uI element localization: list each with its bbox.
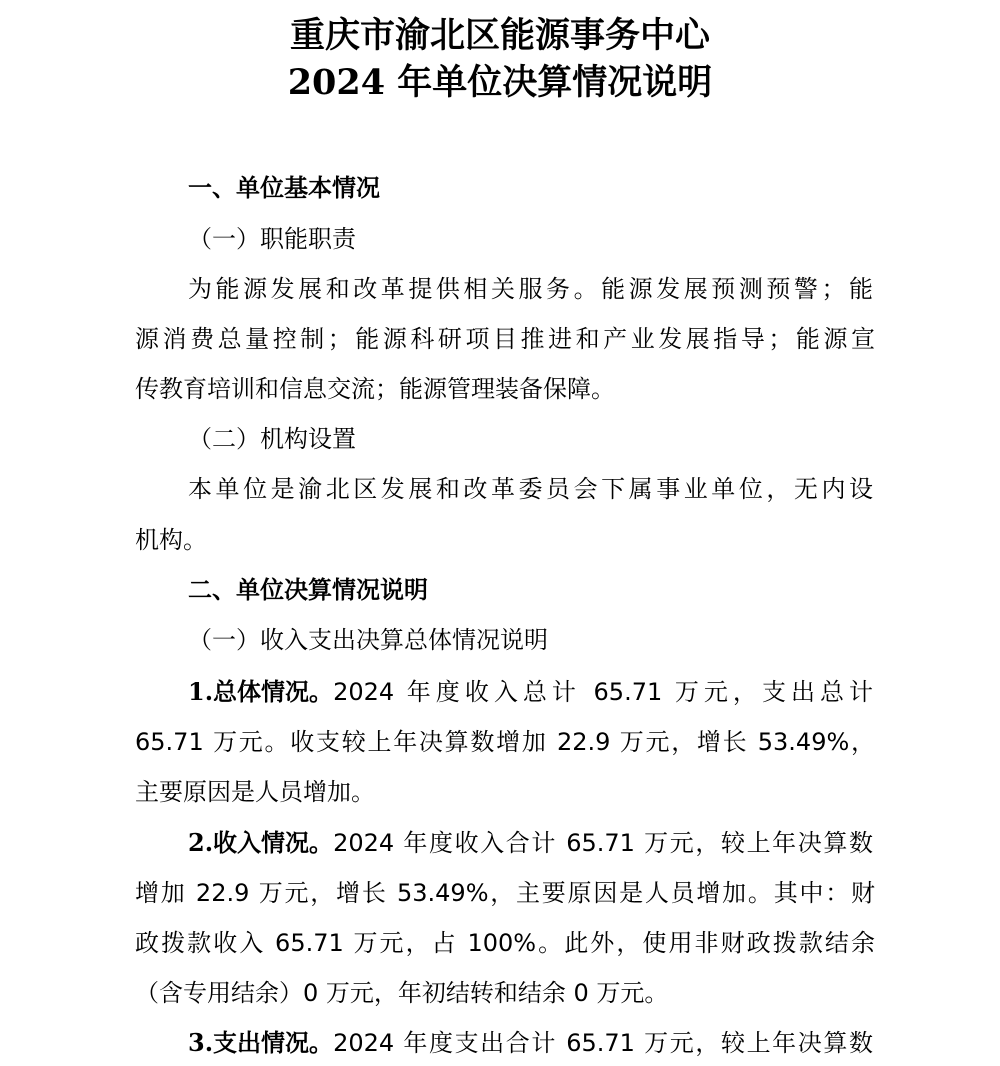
paragraph-line: 主要原因是人员增加。 bbox=[135, 778, 375, 806]
paragraph-first-line bbox=[188, 672, 873, 712]
paragraph-lead: 2.收入情况。 bbox=[188, 828, 334, 857]
document-title-line-2: 2024 年单位决算情况说明 bbox=[287, 62, 713, 103]
paragraph-line: 机构。 bbox=[135, 526, 207, 554]
paragraph-text: 2024 年度收入总计 65.71 万元，支出总计 bbox=[333, 678, 873, 706]
paragraph-line: 增加 22.9 万元，增长 53.49%，主要原因是人员增加。其中：财 bbox=[135, 879, 875, 907]
paragraph-line: 本单位是渝北区发展和改革委员会下属事业单位，无内设 bbox=[188, 475, 873, 503]
paragraph-line: 为能源发展和改革提供相关服务。能源发展预测预警；能 bbox=[188, 275, 873, 303]
section-heading-final-accounts: 二、单位决算情况说明 bbox=[188, 576, 428, 604]
paragraph-text: 2024 年度收入合计 65.71 万元，较上年决算数 bbox=[333, 829, 873, 857]
paragraph-first-line bbox=[188, 823, 873, 863]
document-title-line-1: 重庆市渝北区能源事务中心 bbox=[289, 15, 710, 56]
subheading-income-expense-overview: （一）收入支出决算总体情况说明 bbox=[188, 626, 548, 654]
paragraph-first-line bbox=[188, 1023, 873, 1063]
section-heading-basic-info: 一、单位基本情况 bbox=[188, 174, 380, 202]
paragraph-line: 传教育培训和信息交流；能源管理装备保障。 bbox=[135, 375, 615, 403]
paragraph-text: 2024 年度支出合计 65.71 万元，较上年决算数 bbox=[333, 1029, 873, 1057]
paragraph-line: 政拨款收入 65.71 万元，占 100%。此外，使用非财政拨款结余 bbox=[135, 929, 875, 957]
subheading-functions: （一）职能职责 bbox=[188, 225, 356, 253]
paragraph-line: 65.71 万元。收支较上年决算数增加 22.9 万元，增长 53.49%， bbox=[135, 728, 875, 756]
paragraph-line: （含专用结余）0 万元，年初结转和结余 0 万元。 bbox=[135, 979, 669, 1007]
subheading-organization: （二）机构设置 bbox=[188, 425, 356, 453]
paragraph-line: 源消费总量控制；能源科研项目推进和产业发展指导；能源宣 bbox=[135, 325, 875, 353]
paragraph-lead: 1.总体情况。 bbox=[188, 677, 334, 706]
paragraph-lead: 3.支出情况。 bbox=[188, 1028, 334, 1057]
